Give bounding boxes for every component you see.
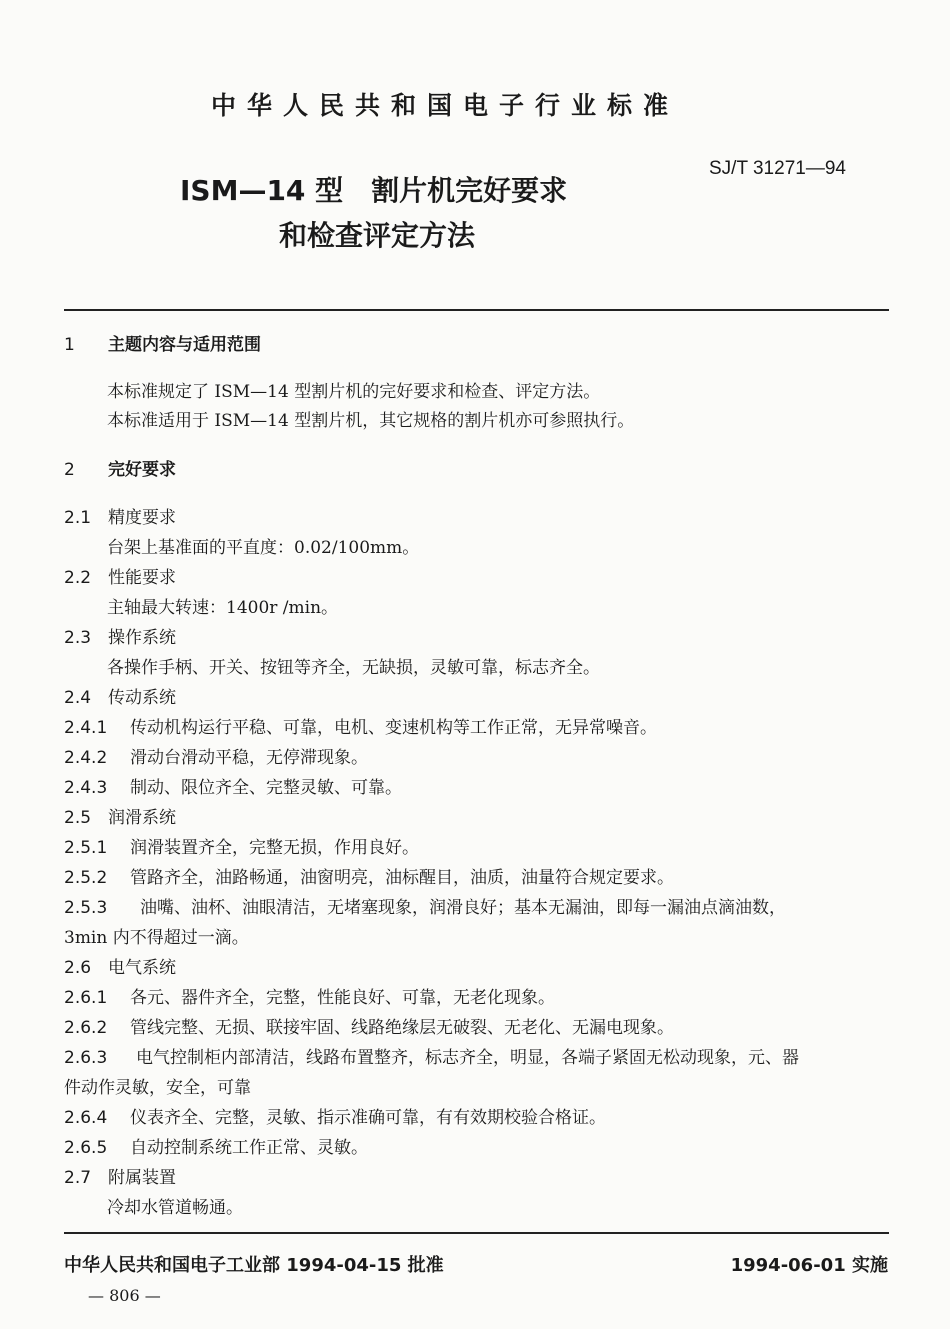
clause-text: 传动机构运行平稳、可靠，电机、变速机构等工作正常，无异常噪音。 [130, 718, 657, 738]
clause-text: 油嘴、油杯、油眼清洁，无堵塞现象，润滑良好；基本无漏油，即每一漏油点滴油数， [140, 898, 786, 918]
clause [64, 743, 368, 768]
subsection [64, 563, 176, 588]
clause-number: 2.6.1 [64, 988, 108, 1008]
top-rule [64, 309, 889, 311]
effective-date: 1994-06-01 实施 [730, 1255, 888, 1276]
subsection [64, 1163, 176, 1188]
clause-number: 2.6.4 [64, 1108, 108, 1128]
clause-number: 2.1 [64, 508, 92, 528]
clause-number: 2.6.5 [64, 1138, 108, 1158]
approval-line: 中华人民共和国电子工业部 1994-04-15 批准 [64, 1255, 444, 1276]
title-line-2: 和检查评定方法 [279, 219, 476, 252]
subsection [64, 623, 176, 648]
title-line-1: ISM—14 型 割片机完好要求 [180, 174, 568, 207]
clause-text: 各元、器件齐全，完整，性能良好、可靠，无老化现象。 [130, 988, 555, 1008]
clause-number: 2.4.2 [64, 748, 108, 768]
clause-text: 操作系统 [108, 628, 176, 648]
clause-number: 2.4.3 [64, 778, 108, 798]
clause-number: 2.4 [64, 688, 92, 708]
clause-text: 电气控制柜内部清洁，线路布置整齐，标志齐全，明显，各端子紧固无松动现象，元、器 [136, 1048, 799, 1068]
clause-text: 制动、限位齐全、完整灵敏、可靠。 [130, 778, 402, 798]
bottom-rule [64, 1232, 889, 1234]
page-number: — 806 — [88, 1286, 161, 1305]
clause-text: 管路齐全，油路畅通，油窗明亮，油标醒目，油质，油量符合规定要求。 [130, 868, 674, 888]
clause-text: 附属装置 [108, 1168, 176, 1188]
clause [64, 773, 402, 798]
clause [64, 1133, 368, 1158]
paragraph: 本标准适用于 ISM—14 型割片机，其它规格的割片机亦可参照执行。 [107, 411, 635, 431]
clause [64, 863, 674, 888]
clause [64, 833, 419, 858]
clause-number: 2.5.3 [64, 898, 108, 918]
clause-number: 2.5.1 [64, 838, 108, 858]
clause-number: 2.6.2 [64, 1018, 108, 1038]
standard-number: SJ/T 31271—94 [709, 158, 846, 179]
paragraph-continuation: 件动作灵敏，安全，可靠 [64, 1078, 251, 1098]
clause-text: 性能要求 [108, 568, 176, 588]
paragraph: 冷却水管道畅通。 [107, 1198, 243, 1218]
clause-text: 仪表齐全、完整，灵敏、指示准确可靠，有有效期校验合格证。 [130, 1108, 606, 1128]
clause-number: 2.2 [64, 568, 92, 588]
section-title: 完好要求 [108, 460, 176, 480]
clause [64, 1013, 674, 1038]
clause [64, 1103, 606, 1128]
paragraph: 台架上基准面的平直度：0.02/100mm。 [107, 538, 420, 558]
clause-text: 润滑系统 [108, 808, 176, 828]
subsection [64, 683, 176, 708]
subsection [64, 503, 176, 528]
clause-text: 润滑装置齐全，完整无损，作用良好。 [130, 838, 419, 858]
section-heading [64, 455, 176, 480]
clause-text: 自动控制系统工作正常、灵敏。 [130, 1138, 368, 1158]
clause-text: 滑动台滑动平稳，无停滞现象。 [130, 748, 368, 768]
clause-number: 2.6 [64, 958, 92, 978]
document-header: 中华人民共和国电子行业标准 [210, 91, 679, 120]
clause-text: 管线完整、无损、联接牢固、线路绝缘层无破裂、无老化、无漏电现象。 [130, 1018, 674, 1038]
subsection [64, 803, 176, 828]
clause-number: 2.5.2 [64, 868, 108, 888]
clause [64, 983, 555, 1008]
clause [64, 713, 657, 738]
paragraph: 主轴最大转速：1400r /min。 [107, 598, 339, 618]
clause-number: 2.5 [64, 808, 92, 828]
clause [64, 1043, 799, 1068]
section-title: 主题内容与适用范围 [108, 335, 261, 355]
clause-number: 2.7 [64, 1168, 92, 1188]
section-heading [64, 330, 261, 355]
clause-number: 2.6.3 [64, 1048, 108, 1068]
section-number: 2 [64, 460, 75, 480]
paragraph: 本标准规定了 ISM—14 型割片机的完好要求和检查、评定方法。 [107, 382, 601, 402]
clause-text: 电气系统 [108, 958, 176, 978]
paragraph-continuation: 3min 内不得超过一滴。 [64, 928, 249, 948]
paragraph: 各操作手柄、开关、按钮等齐全，无缺损，灵敏可靠，标志齐全。 [107, 658, 600, 678]
subsection [64, 953, 176, 978]
section-number: 1 [64, 335, 75, 355]
clause [64, 893, 786, 918]
clause-text: 传动系统 [108, 688, 176, 708]
clause-text: 精度要求 [108, 508, 176, 528]
clause-number: 2.3 [64, 628, 92, 648]
clause-number: 2.4.1 [64, 718, 108, 738]
